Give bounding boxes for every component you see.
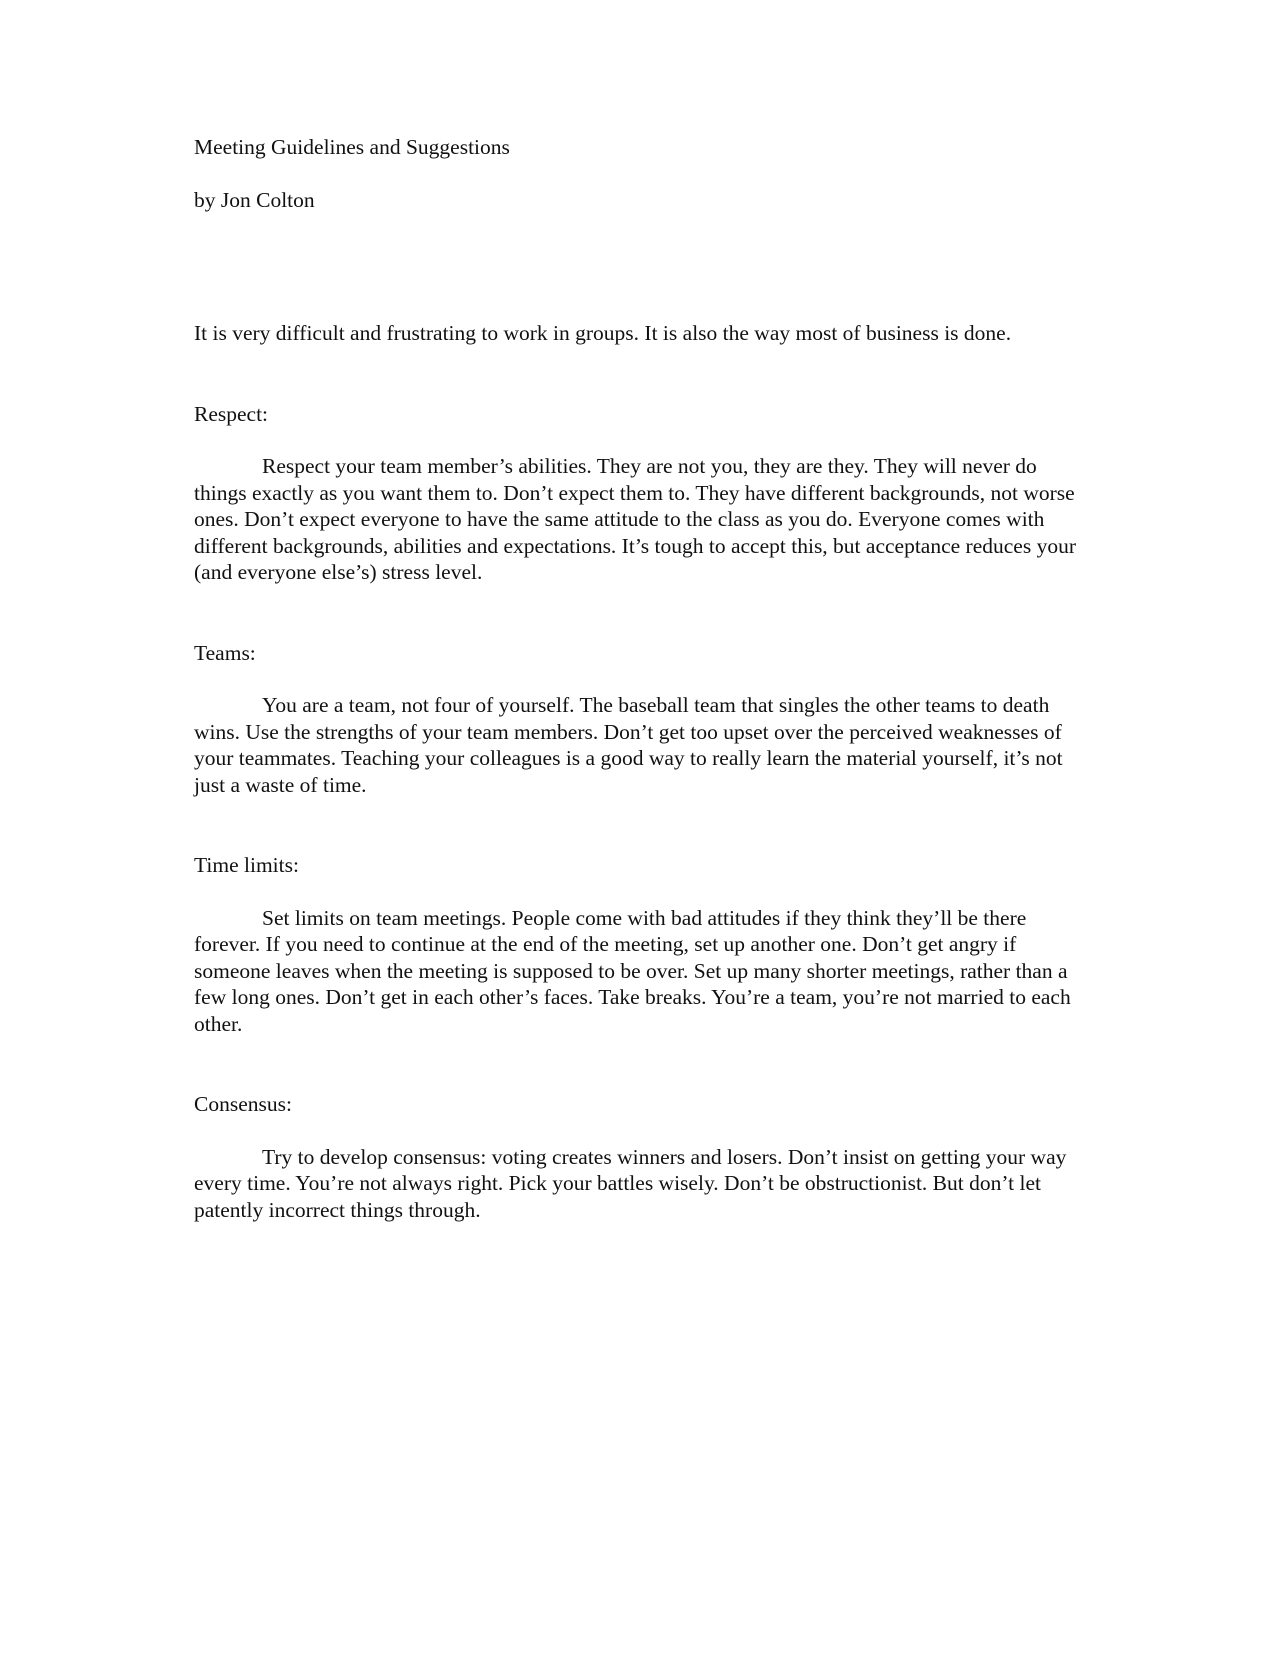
intro-paragraph: It is very difficult and frustrating to work in groups. It is also the way most of business is done. <box>194 321 1012 345</box>
document-content <box>194 134 1094 1223</box>
section-heading-consensus: Consensus: <box>194 1092 292 1116</box>
section-body-respect: Respect your team member’s abilities. They are not you, they are they. They will never do things exactly as you want them to. Don’t expect them to. They have different backgrounds, not worse ones. Don’t expect everyone to have the same attitude to the class as you do. Everyone comes with different backgrounds, abilities and expectations. It’s tough to accept this, but acceptance reduces your (and everyone else’s) stress level. <box>194 454 1076 584</box>
section-heading-teams: Teams: <box>194 640 256 665</box>
section-heading-time-limits: Time limits: <box>194 853 299 877</box>
document-author: by Jon Colton <box>194 187 315 212</box>
section-heading-respect: Respect: <box>194 401 269 426</box>
document-title: Meeting Guidelines and Suggestions <box>194 135 510 159</box>
section-body-consensus: Try to develop consensus: voting creates winners and losers. Don’t insist on getting your way every time. You’re not always right. Pick your battles wisely. Don’t be obstructionist. But don’t let patently incorrect things through. <box>194 1144 1067 1222</box>
section-body-teams: You are a team, not four of yourself. The baseball team that singles the other teams to death wins. Use the strengths of your team members. Don’t get too upset over the perceived weaknesses of your teammates. Teaching your colleagues is a good way to really learn the material yourself, it’s not just a waste of time. <box>194 693 1063 797</box>
section-body-time-limits: Set limits on team meetings. People come with bad attitudes if they think they’ll be there forever. If you need to continue at the end of the meeting, set up another one. Don’t get angry if someone leaves when the meeting is supposed to be over. Set up many shorter meetings, rather than a few long ones. Don’t get in each other’s faces. Take breaks. You’re a team, you’re not married to each other. <box>194 905 1071 1036</box>
